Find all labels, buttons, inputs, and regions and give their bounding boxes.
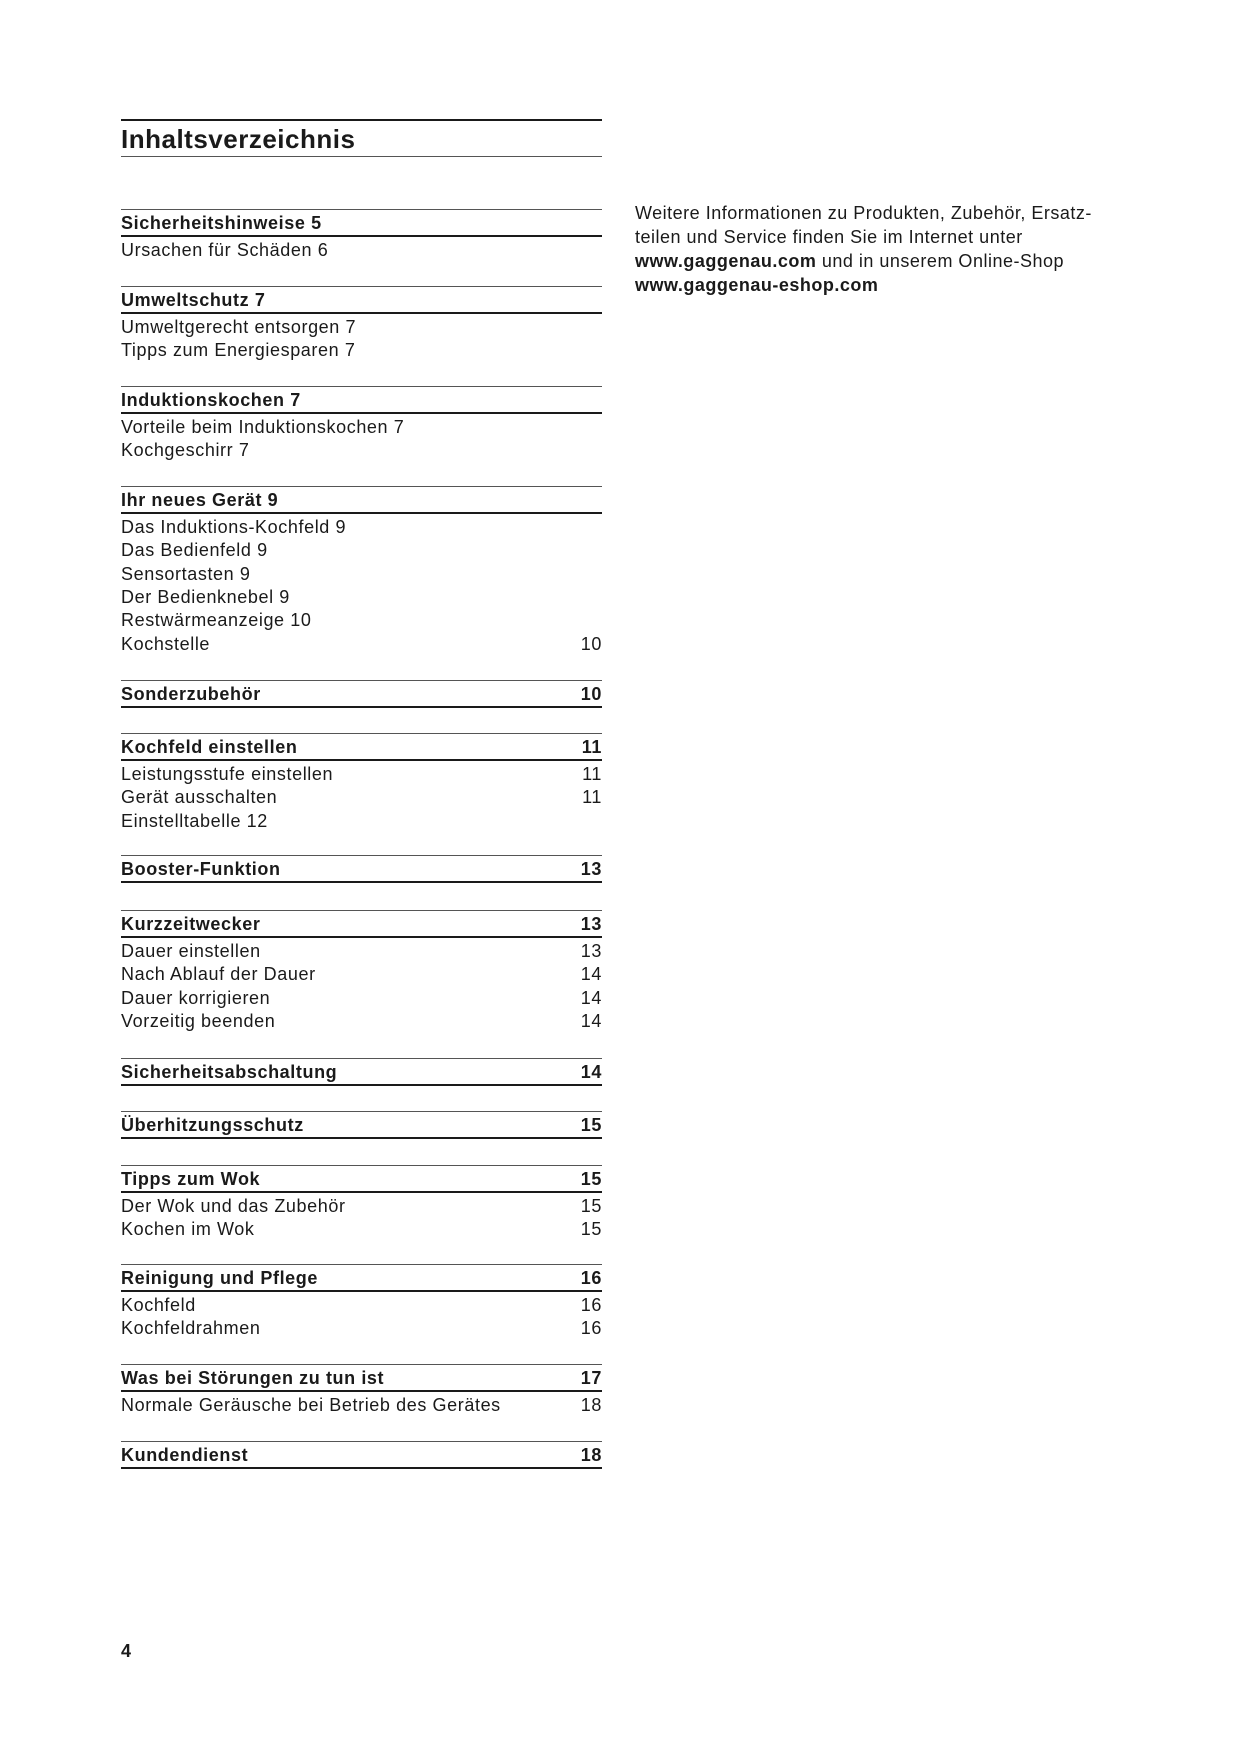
toc-section-title: Kochfeld einstellen [121,737,298,757]
toc-section-title: Überhitzungsschutz [121,1115,304,1135]
toc-section-title: Ihr neues Gerät 9 [121,490,279,510]
toc-section-page: 16 [580,1268,602,1288]
toc-entry-page: 10 [580,633,602,654]
toc-entry-label: Der Bedienknebel 9 [121,586,290,607]
toc-section-page: 15 [580,1169,602,1189]
toc-entry-label: Kochfeld [121,1295,196,1315]
toc-section-heading[interactable] [121,1058,602,1086]
toc-section-title: Was bei Störungen zu tun ist [121,1368,385,1388]
toc-section-page: 14 [580,1062,602,1082]
toc-entry[interactable] [121,1317,602,1340]
toc-entry-label: Kochfeldrahmen [121,1318,261,1339]
toc-entry-label: Leistungsstufe einstellen [121,764,334,784]
toc-entry[interactable] [121,940,602,963]
toc-entry-label: Tipps zum Energiesparen 7 [121,340,356,361]
toc-section-title: Sonderzubehör [121,684,261,704]
toc-entry[interactable] [121,563,602,586]
toc-entry-page: 18 [580,1395,602,1415]
toc-entry-page: 14 [580,987,602,1008]
toc-section-heading[interactable] [121,1441,602,1469]
page-number: 4 [121,1641,132,1661]
toc-entry-label: Sensortasten 9 [121,563,251,584]
toc-section-heading[interactable] [121,1111,602,1139]
toc-entry-page: 13 [580,941,602,961]
info-line-4 [635,273,1155,297]
toc-section-page: 10 [580,684,602,704]
page-title: Inhaltsverzeichnis [121,119,602,157]
info-line-3-rest: und in unserem Online-Shop [816,251,1064,271]
toc-entry-label: Dauer korrigieren [121,987,271,1008]
toc-section-page: 13 [580,859,602,879]
info-line-3 [635,249,1155,273]
toc-section-heading[interactable] [121,733,602,761]
toc-section-heading[interactable] [121,486,602,514]
toc-section-heading[interactable] [121,1264,602,1292]
info-line-2: teilen und Service finden Sie im Internet unter [635,227,1023,247]
toc-section-title: Kurzzeitwecker [121,914,261,934]
toc-section-page: 18 [580,1445,602,1465]
toc-entry[interactable] [121,539,602,562]
toc-section-heading[interactable] [121,286,602,314]
toc-entry[interactable] [121,1010,602,1033]
toc-section-page: 11 [581,737,602,757]
toc-entry-label: Dauer einstellen [121,941,261,961]
toc-section-heading[interactable] [121,386,602,414]
toc-section-title: Induktionskochen 7 [121,390,301,410]
toc-section-heading[interactable] [121,910,602,938]
toc-entry-label: Kochstelle [121,633,211,654]
toc-entry[interactable] [121,763,602,786]
toc-entry-page: 16 [580,1318,602,1339]
toc-entry-label: Gerät ausschalten [121,787,278,808]
info-line-1: Weitere Informationen zu Produkten, Zubehör, Ersatz- [635,203,1092,223]
toc-entry-page: 11 [582,764,602,784]
toc-entry-label: Umweltgerecht entsorgen 7 [121,317,357,337]
toc-entry[interactable] [121,786,602,809]
toc-entry-label: Restwärmeanzeige 10 [121,610,312,631]
toc-entry[interactable] [121,1394,602,1417]
toc-entry-page: 15 [580,1219,602,1240]
toc-section-title: Sicherheitsabschaltung [121,1062,338,1082]
toc-section-page: 13 [580,914,602,934]
toc-entry[interactable] [121,963,602,986]
toc-entry[interactable] [121,439,602,462]
toc-entry[interactable] [121,633,602,656]
toc-section-heading[interactable] [121,680,602,708]
toc-entry[interactable] [121,1195,602,1218]
toc-entry-page: 14 [580,964,602,985]
toc-entry[interactable] [121,316,602,339]
toc-entry[interactable] [121,1218,602,1241]
toc-entry-label: Das Bedienfeld 9 [121,540,268,561]
toc-entry[interactable] [121,609,602,632]
toc-entry-label: Kochen im Wok [121,1219,255,1240]
toc-entry-label: Vorzeitig beenden [121,1010,276,1031]
gaggenau-url[interactable]: www.gaggenau.com [635,251,817,271]
toc-section-heading[interactable] [121,1364,602,1392]
toc-entry-page: 14 [580,1010,602,1031]
toc-section-page: 17 [580,1368,602,1388]
toc-section-title: Booster-Funktion [121,859,281,879]
toc-section-title: Tipps zum Wok [121,1169,261,1189]
toc-section-page: 15 [580,1115,602,1135]
toc-section-title: Reinigung und Pflege [121,1268,318,1288]
toc-entry[interactable] [121,239,602,262]
toc-entry[interactable] [121,516,602,539]
toc-entry-label: Vorteile beim Induktionskochen 7 [121,417,405,437]
toc-entry-page: 11 [582,787,602,808]
toc-section-title: Umweltschutz 7 [121,290,266,310]
toc-entry[interactable] [121,586,602,609]
toc-entry[interactable] [121,810,602,833]
toc-entry-label: Einstelltabelle 12 [121,810,268,831]
toc-section-title: Kundendienst [121,1445,249,1465]
toc-entry-label: Normale Geräusche bei Betrieb des Gerätes [121,1395,501,1415]
toc-entry-label: Kochgeschirr 7 [121,440,250,461]
toc-entry-page: 15 [580,1196,602,1216]
toc-section-heading[interactable] [121,209,602,237]
toc-entry[interactable] [121,987,602,1010]
toc-section-heading[interactable] [121,855,602,883]
toc-entry-label: Das Induktions-Kochfeld 9 [121,517,347,537]
info-text [635,201,1155,297]
gaggenau-eshop-url[interactable]: www.gaggenau-eshop.com [635,275,879,295]
toc-section-heading[interactable] [121,1165,602,1193]
toc-entry-label: Nach Ablauf der Dauer [121,964,316,985]
toc-section-title: Sicherheitshinweise 5 [121,213,322,233]
toc-entry-label: Ursachen für Schäden 6 [121,240,329,260]
toc-entry-page: 16 [580,1295,602,1315]
toc-entry[interactable] [121,416,602,439]
toc-entry[interactable] [121,339,602,362]
toc-entry[interactable] [121,1294,602,1317]
toc-entry-label: Der Wok und das Zubehör [121,1196,346,1216]
